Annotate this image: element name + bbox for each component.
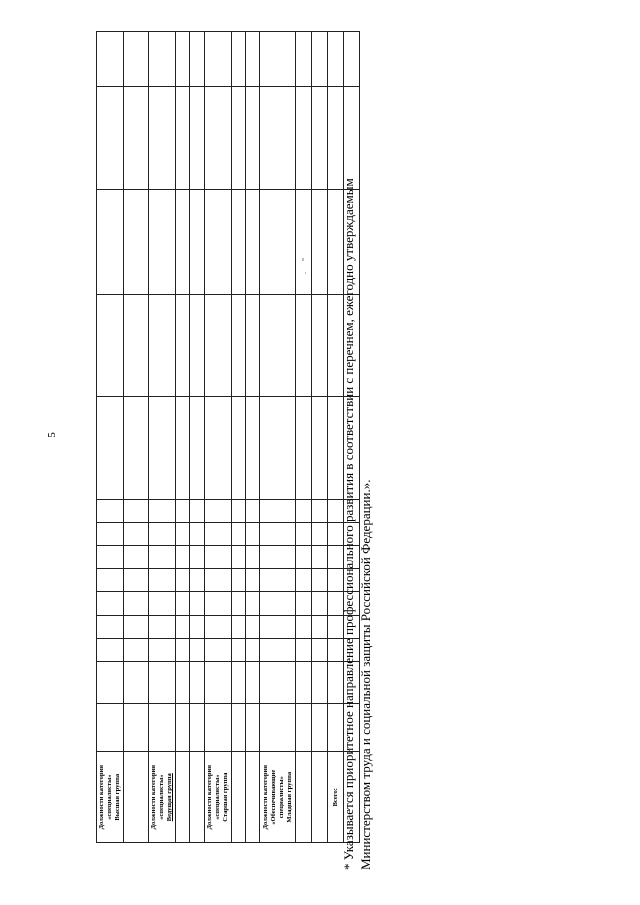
table-row [205, 32, 232, 843]
footnote-line-1: * Указывается приоритетное направление профессионального развития в соответствии с перечнем, ежегодно утверждаемым [341, 178, 356, 870]
footnote-line-2: Министерством труда и социальной защиты Российской Федерации.». [358, 479, 373, 870]
table-cell [124, 523, 149, 546]
row-label-cell [205, 752, 232, 843]
table-cell [97, 592, 124, 615]
table-cell [312, 397, 328, 500]
table-cell [97, 569, 124, 592]
table-cell [260, 294, 296, 397]
table-cell [205, 499, 232, 522]
table-cell [312, 32, 328, 87]
table-cell [124, 32, 149, 87]
table-cell [124, 546, 149, 569]
table-cell [246, 397, 260, 500]
table-cell [97, 661, 124, 703]
table-cell [296, 87, 312, 190]
table-cell [97, 499, 124, 522]
table-cell [232, 397, 246, 500]
row-label-line: Ведущая группа [166, 773, 173, 822]
table-cell [149, 592, 176, 615]
row-label-line: Старшая группа [222, 772, 229, 822]
row-label-cell [97, 752, 124, 843]
table-cell [176, 615, 190, 638]
table-cell [312, 87, 328, 190]
table-cell [176, 294, 190, 397]
row-label-line: Младшая группа [285, 771, 293, 823]
table-cell [205, 569, 232, 592]
table-cell [296, 294, 312, 397]
table-cell [205, 638, 232, 661]
table-cell [176, 190, 190, 295]
table-cell [190, 615, 205, 638]
table-cell [176, 661, 190, 703]
table-row [296, 32, 312, 843]
table-cell [246, 592, 260, 615]
table-cell [190, 87, 205, 190]
row-label-cell [190, 752, 205, 843]
table-cell [124, 592, 149, 615]
table-cell [190, 499, 205, 522]
row-label-line: Должности категории [261, 765, 269, 830]
table-cell [190, 569, 205, 592]
table-row [97, 32, 124, 843]
page-number: 5 [46, 432, 58, 438]
table-cell [205, 294, 232, 397]
table-cell [246, 32, 260, 87]
table-cell [205, 546, 232, 569]
table-cell [205, 523, 232, 546]
table-cell [232, 190, 246, 295]
table-cell [312, 294, 328, 397]
table-cell [124, 661, 149, 703]
row-label-cell [296, 752, 312, 843]
row-label-line: Высшая группа [114, 773, 121, 821]
table-cell [149, 546, 176, 569]
table-cell [190, 661, 205, 703]
table-cell [260, 592, 296, 615]
table-cell [149, 569, 176, 592]
table-cell [232, 638, 246, 661]
row-label-cell [232, 752, 246, 843]
table-cell [176, 704, 190, 752]
table-cell [149, 704, 176, 752]
table-cell [124, 704, 149, 752]
table-cell [176, 397, 190, 500]
table-cell [190, 397, 205, 500]
table-cell [296, 523, 312, 546]
table-cell [149, 397, 176, 500]
table-cell [176, 546, 190, 569]
table-cell [97, 190, 124, 295]
table-cell [312, 499, 328, 522]
table-cell [97, 523, 124, 546]
table-cell [190, 523, 205, 546]
table-cell [296, 569, 312, 592]
row-label-cell [260, 752, 296, 843]
row-label-line: «специалисты» [214, 774, 221, 820]
table-cell [176, 499, 190, 522]
table-cell [260, 87, 296, 190]
table-row [190, 32, 205, 843]
table-cell [260, 638, 296, 661]
table-cell [260, 397, 296, 500]
table-cell [260, 190, 296, 295]
table-cell [246, 661, 260, 703]
table-cell [205, 87, 232, 190]
table-cell [296, 190, 312, 295]
table-cell [190, 546, 205, 569]
row-label-cell [149, 752, 176, 843]
table-cell [246, 523, 260, 546]
table-cell [97, 615, 124, 638]
table-cell [149, 661, 176, 703]
table-cell [260, 615, 296, 638]
table-cell [296, 546, 312, 569]
table-cell [312, 615, 328, 638]
table-cell [97, 294, 124, 397]
table-cell [124, 615, 149, 638]
table-cell [312, 569, 328, 592]
table-cell [190, 294, 205, 397]
table-cell [296, 661, 312, 703]
table-cell [149, 294, 176, 397]
table-cell [124, 638, 149, 661]
table-cell [124, 87, 149, 190]
table-cell [149, 638, 176, 661]
table-cell [260, 499, 296, 522]
table-cell [232, 661, 246, 703]
table-cell [205, 615, 232, 638]
table-cell [260, 32, 296, 87]
table-cell [176, 32, 190, 87]
table-cell [260, 661, 296, 703]
table-cell [149, 615, 176, 638]
table-cell [246, 499, 260, 522]
rotated-table-wrapper [96, 31, 340, 843]
table-cell [232, 592, 246, 615]
table-cell [124, 397, 149, 500]
table-cell [232, 523, 246, 546]
table-cell [190, 190, 205, 295]
table-cell [176, 569, 190, 592]
table-cell [97, 87, 124, 190]
table-cell [296, 499, 312, 522]
table-cell [296, 615, 312, 638]
table-cell [97, 546, 124, 569]
row-label-line: специалисты» [277, 776, 285, 819]
table-cell [97, 704, 124, 752]
table-row [124, 32, 149, 843]
table-cell [246, 87, 260, 190]
positions-table [96, 31, 360, 843]
table-cell [124, 294, 149, 397]
table-cell [260, 704, 296, 752]
row-label-line: «специалисты» [106, 774, 113, 820]
table-cell [232, 704, 246, 752]
table-cell [296, 704, 312, 752]
table-cell [149, 523, 176, 546]
table-cell [296, 592, 312, 615]
table-cell [312, 661, 328, 703]
row-label-cell [246, 752, 260, 843]
row-label-cell [124, 752, 149, 843]
table-cell [190, 32, 205, 87]
table-cell [260, 546, 296, 569]
table-cell [312, 523, 328, 546]
table-cell [260, 569, 296, 592]
footnote-text-block [340, 40, 400, 870]
table-cell [260, 523, 296, 546]
table-cell [246, 294, 260, 397]
table-cell [97, 638, 124, 661]
table-cell [97, 32, 124, 87]
table-row [312, 32, 328, 843]
row-label-cell [176, 752, 190, 843]
table-cell [124, 499, 149, 522]
table-cell [232, 615, 246, 638]
table-cell [97, 397, 124, 500]
table-cell [124, 569, 149, 592]
row-label-line: Должности категории [206, 765, 213, 830]
table-cell [246, 546, 260, 569]
table-cell [312, 546, 328, 569]
row-label-line: Всего: [331, 788, 339, 807]
row-label-line: «Обеспечивающие [269, 769, 277, 825]
row-label-cell [312, 752, 328, 843]
table-cell [190, 638, 205, 661]
table-cell [246, 638, 260, 661]
table-cell [205, 592, 232, 615]
table-cell [205, 397, 232, 500]
table-cell [312, 190, 328, 295]
row-label-line: «специалисты» [158, 774, 165, 820]
table-row [149, 32, 176, 843]
table-cell [149, 87, 176, 190]
table-cell [149, 499, 176, 522]
row-label-line: Должности категории [150, 765, 157, 830]
table-cell [312, 592, 328, 615]
rotated-table [96, 31, 340, 843]
table-cell [232, 546, 246, 569]
table-cell [176, 87, 190, 190]
table-cell [190, 592, 205, 615]
table-cell [312, 638, 328, 661]
table-row [246, 32, 260, 843]
row-label-line: Должности категории [98, 765, 105, 830]
table-cell [205, 190, 232, 295]
table-cell [205, 661, 232, 703]
table-cell [312, 704, 328, 752]
table-row [176, 32, 190, 843]
table-cell [190, 704, 205, 752]
table-cell [246, 569, 260, 592]
table-cell [205, 32, 232, 87]
table-cell [176, 523, 190, 546]
table-cell [176, 592, 190, 615]
table-cell [176, 638, 190, 661]
table-cell [296, 638, 312, 661]
table-row [260, 32, 296, 843]
footnote [340, 40, 400, 870]
table-cell [246, 190, 260, 295]
table-cell [296, 32, 312, 87]
table-cell [232, 569, 246, 592]
table-cell [124, 190, 149, 295]
table-cell [296, 397, 312, 500]
table-cell [246, 704, 260, 752]
table-cell [149, 190, 176, 295]
table-cell [205, 704, 232, 752]
table-row [232, 32, 246, 843]
table-cell [232, 499, 246, 522]
table-cell [232, 32, 246, 87]
table-cell [232, 87, 246, 190]
table-cell [246, 615, 260, 638]
table-cell [232, 294, 246, 397]
table-cell [149, 32, 176, 87]
